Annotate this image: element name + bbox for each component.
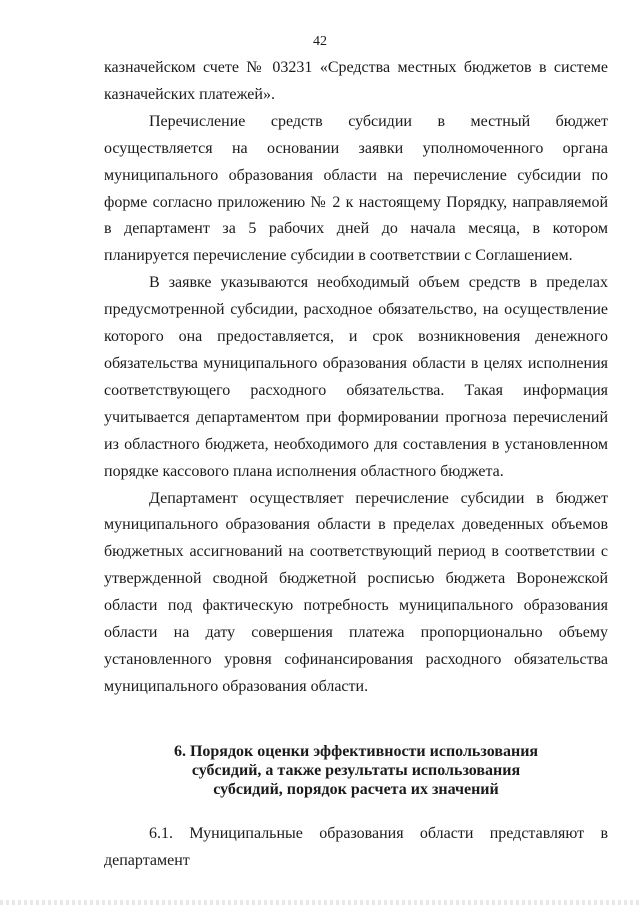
paragraph-2: Перечисление средств субсидии в местный бюджет осуществляется на основании заявки уполномоченного органа муниципального образования области на перечисление субсидии по форме согласно приложению № 2 к настоящему Порядку, направляемой в департамент за 5 рабочих дней до начала месяца, в котором планируется перечисление субсидии в соответствии с Соглашением.	[104, 112, 608, 265]
section-heading: 6. Порядок оценки эффективности использования субсидий, а также результаты использования субсидий, порядок расчета их значений	[173, 742, 539, 798]
section-paragraph-1: 6.1. Муниципальные образования области представляют в департамент	[104, 824, 608, 869]
paragraph-1: казначейском счете № 03231 «Средства местных бюджетов в системе казначейских платежей».	[104, 59, 608, 103]
scan-bottom-edge	[0, 900, 640, 905]
paragraph-4: Департамент осуществляет перечисление субсидии в бюджет муниципального образования области в пределах доведенных объемов бюджетных ассигнований на соответствующий период в соответствии с утвержденной сводной бюджетной росписью бюджета Воронежской области под фактическую потребность муниципального образования области на дату совершения платежа пропорционально объему установленного уровня софинансирования расходного обязательства муниципального образования области.	[104, 489, 608, 695]
document-body	[104, 55, 608, 875]
paragraph-3: В заявке указываются необходимый объем средств в пределах предусмотренной субсидии, расходное обязательство, на осуществление которого она предоставляется, и срок возникновения денежного обязательства муниципального образования области в целях исполнения соответствующего расходного обязательства. Такая информация учитывается департаментом при формировании прогноза перечислений из областного бюджета, необходимого для составления в установленном порядке кассового плана исполнения областного бюджета.	[104, 274, 608, 480]
page-number: 42	[313, 34, 327, 49]
